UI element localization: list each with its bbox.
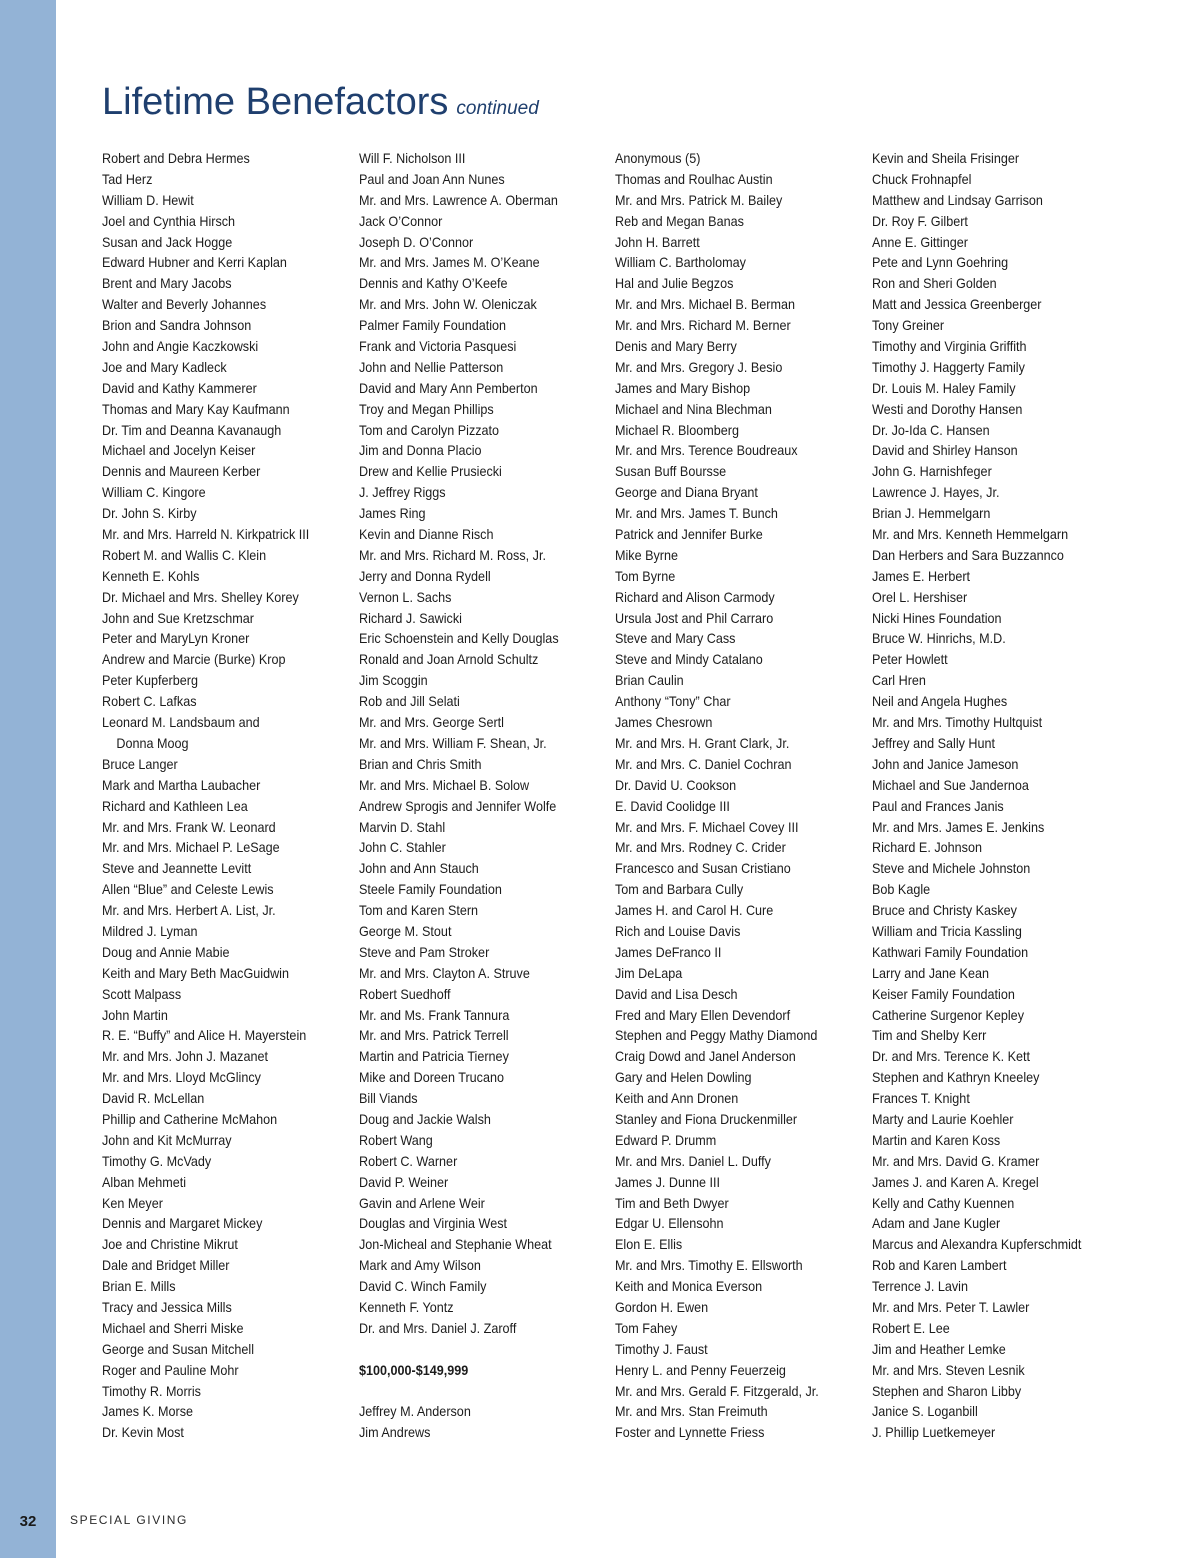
- donor-name: George and Susan Mitchell: [102, 1340, 254, 1357]
- donor-name: Donna Moog: [116, 734, 189, 751]
- donor-name: James K. Morse: [102, 1403, 194, 1420]
- donor-name: Mr. and Mrs. Gerald F. Fitzgerald, Jr.: [615, 1382, 819, 1399]
- title-continued: continued: [456, 98, 539, 119]
- donor-name: Robert Suedhoff: [359, 985, 451, 1002]
- donor-name: Michael R. Bloomberg: [615, 421, 739, 438]
- donor-name: Mr. and Mrs. Michael P. LeSage: [102, 839, 280, 856]
- donor-name: Mr. and Mrs. Kenneth Hemmelgarn: [872, 526, 1069, 543]
- donor-name: David and Shirley Hanson: [872, 442, 1018, 459]
- donor-name: John Martin: [102, 1006, 168, 1023]
- donor-name: Tom Byrne: [615, 567, 676, 584]
- donor-name: Stanley and Fiona Druckenmiller: [615, 1110, 798, 1127]
- donor-name: Timothy R. Morris: [102, 1382, 201, 1399]
- donor-name: Marvin D. Stahl: [359, 818, 446, 835]
- donor-name: Adam and Jane Kugler: [872, 1215, 1001, 1232]
- side-color-bar: [0, 0, 56, 1558]
- donor-name: Dr. Louis M. Haley Family: [872, 379, 1016, 396]
- donor-name: Stephen and Peggy Mathy Diamond: [615, 1027, 818, 1044]
- donor-name: Brian and Chris Smith: [359, 755, 482, 772]
- donor-name: Brent and Mary Jacobs: [102, 275, 232, 292]
- donor-name: Will F. Nicholson III: [359, 150, 466, 166]
- donor-name: Carl Hren: [872, 672, 926, 689]
- donor-name: Mr. and Mrs. Terence Boudreaux: [615, 442, 798, 459]
- donor-name: Foster and Lynnette Friess: [615, 1424, 765, 1441]
- donor-name: Brian Caulin: [615, 672, 684, 689]
- donor-name: Brian J. Hemmelgarn: [872, 505, 991, 522]
- donor-name: Mr. and Mrs. Frank W. Leonard: [102, 818, 276, 835]
- donor-name: Marcus and Alexandra Kupferschmidt: [872, 1236, 1082, 1253]
- donor-name: Mr. and Mrs. James E. Jenkins: [872, 818, 1045, 835]
- donor-name: R. E. “Buffy” and Alice H. Mayerstein: [102, 1027, 307, 1044]
- donor-name: Neil and Angela Hughes: [872, 693, 1008, 710]
- donor-name: Mildred J. Lyman: [102, 922, 198, 939]
- donor-name: Mr. and Mrs. F. Michael Covey III: [615, 818, 799, 835]
- donor-name: Rob and Karen Lambert: [872, 1257, 1007, 1274]
- donor-name: George M. Stout: [359, 922, 452, 939]
- donor-name: David and Mary Ann Pemberton: [359, 379, 538, 396]
- donor-column-1: [102, 148, 327, 1443]
- donor-name: Mike Byrne: [615, 546, 679, 563]
- donor-name: Fred and Mary Ellen Devendorf: [615, 1006, 791, 1023]
- donor-name: Francesco and Susan Cristiano: [615, 860, 791, 877]
- donor-name: William C. Bartholomay: [615, 254, 746, 271]
- donor-name: Mr. and Mrs. Peter T. Lawler: [872, 1298, 1030, 1315]
- donor-name: Ronald and Joan Arnold Schultz: [359, 651, 539, 668]
- donor-name: Dr. Michael and Mrs. Shelley Korey: [102, 588, 299, 605]
- donor-name: Lawrence J. Hayes, Jr.: [872, 484, 1000, 501]
- donor-name: James E. Herbert: [872, 567, 971, 584]
- donor-name: Kenneth F. Yontz: [359, 1298, 454, 1315]
- donor-name: David P. Weiner: [359, 1173, 449, 1190]
- donor-name: Brion and Sandra Johnson: [102, 317, 252, 334]
- donor-name: John and Sue Kretzschmar: [102, 609, 254, 626]
- donor-name: Anonymous (5): [615, 150, 701, 166]
- donor-name: Robert E. Lee: [872, 1319, 950, 1336]
- donor-name: Allen “Blue” and Celeste Lewis: [102, 881, 274, 898]
- donor-name: Edgar U. Ellensohn: [615, 1215, 724, 1232]
- donor-name: Mr. and Mrs. Patrick Terrell: [359, 1027, 509, 1044]
- donor-name: Jim and Donna Placio: [359, 442, 482, 459]
- donor-name: Kevin and Sheila Frisinger: [872, 150, 1020, 166]
- donor-name: John C. Stahler: [359, 839, 446, 856]
- donor-name: Gary and Helen Dowling: [615, 1069, 752, 1086]
- donor-name: Mr. and Mrs. Clayton A. Struve: [359, 964, 530, 981]
- donor-name: David C. Winch Family: [359, 1278, 487, 1295]
- donor-name: Mr. and Mrs. Timothy Hultquist: [872, 714, 1043, 731]
- donor-name: Jim DeLapa: [615, 964, 683, 981]
- donor-name: Vernon L. Sachs: [359, 588, 452, 605]
- donor-name: Mr. and Mrs. Gregory J. Besio: [615, 358, 783, 375]
- donor-name: Tim and Beth Dwyer: [615, 1194, 729, 1211]
- donor-name: Peter Kupferberg: [102, 672, 198, 689]
- donor-name: Robert Wang: [359, 1131, 433, 1148]
- donor-name: Robert C. Warner: [359, 1152, 458, 1169]
- donor-name: Mr. and Mrs. Patrick M. Bailey: [615, 191, 783, 208]
- donor-name: Rob and Jill Selati: [359, 693, 460, 710]
- donor-name: Mr. and Mrs. Richard M. Berner: [615, 317, 791, 334]
- donor-name: William C. Kingore: [102, 484, 206, 501]
- donor-name: Richard J. Sawicki: [359, 609, 462, 626]
- donor-column-2: [359, 148, 584, 1443]
- gift-level-heading: $100,000-$149,999: [359, 1361, 469, 1378]
- donor-name: James J. and Karen A. Kregel: [872, 1173, 1039, 1190]
- donor-name: Anthony “Tony” Char: [615, 693, 731, 710]
- donor-name: Dr. Jo-Ida C. Hansen: [872, 421, 990, 438]
- donor-name: Andrew Sprogis and Jennifer Wolfe: [359, 797, 557, 814]
- donor-name: Henry L. and Penny Feuerzeig: [615, 1361, 786, 1378]
- donor-name: Mr. and Mrs. William F. Shean, Jr.: [359, 734, 547, 751]
- donor-name: Thomas and Mary Kay Kaufmann: [102, 400, 290, 417]
- donor-name: Timothy J. Haggerty Family: [872, 358, 1025, 375]
- donor-name: Nicki Hines Foundation: [872, 609, 1002, 626]
- donor-name: Westi and Dorothy Hansen: [872, 400, 1023, 417]
- donor-name: David R. McLellan: [102, 1090, 205, 1107]
- donor-name: Bill Viands: [359, 1090, 418, 1107]
- donor-name: James Chesrown: [615, 714, 713, 731]
- donor-name: Mike and Doreen Trucano: [359, 1069, 504, 1086]
- donor-name: James DeFranco II: [615, 943, 722, 960]
- donor-name: Matt and Jessica Greenberger: [872, 296, 1042, 313]
- donor-name: Keiser Family Foundation: [872, 985, 1015, 1002]
- donor-name: James and Mary Bishop: [615, 379, 751, 396]
- donor-name: Phillip and Catherine McMahon: [102, 1110, 278, 1127]
- donor-name: Troy and Megan Phillips: [359, 400, 494, 417]
- donor-name: Mr. and Mrs. Lloyd McGlincy: [102, 1069, 261, 1086]
- donor-name: Dr. John S. Kirby: [102, 505, 197, 522]
- title-text: Lifetime Benefactors: [102, 81, 449, 123]
- donor-name: David and Lisa Desch: [615, 985, 738, 1002]
- donor-name: Dr. David U. Cookson: [615, 776, 737, 793]
- donor-name: J. Jeffrey Riggs: [359, 484, 446, 501]
- donor-name: Mr. and Mrs. Daniel L. Duffy: [615, 1152, 771, 1169]
- donor-name: Thomas and Roulhac Austin: [615, 170, 773, 187]
- donor-name: Jeffrey and Sally Hunt: [872, 734, 996, 751]
- donor-name: Mr. and Mrs. Lawrence A. Oberman: [359, 191, 558, 208]
- donor-name: Walter and Beverly Johannes: [102, 296, 267, 313]
- donor-name: David and Kathy Kammerer: [102, 379, 257, 396]
- page-number: 32: [19, 1513, 37, 1530]
- spacer: [359, 1381, 584, 1402]
- donor-name: J. Phillip Luetkemeyer: [872, 1424, 996, 1441]
- donor-name: Michael and Sherri Miske: [102, 1319, 244, 1336]
- donor-name: Doug and Jackie Walsh: [359, 1110, 491, 1127]
- donor-name: Martin and Karen Koss: [872, 1131, 1001, 1148]
- donor-name: Michael and Jocelyn Keiser: [102, 442, 256, 459]
- donor-name: Tracy and Jessica Mills: [102, 1298, 232, 1315]
- donor-name: Mr. and Mrs. Rodney C. Crider: [615, 839, 786, 856]
- donor-name: Douglas and Virginia West: [359, 1215, 508, 1232]
- donor-name: Mr. and Mrs. H. Grant Clark, Jr.: [615, 734, 790, 751]
- donor-name: Chuck Frohnapfel: [872, 170, 972, 187]
- donor-name: Jim Andrews: [359, 1424, 431, 1441]
- donor-name: E. David Coolidge III: [615, 797, 730, 814]
- donor-name: Bob Kagle: [872, 881, 931, 898]
- donor-name: Mr. and Mrs. C. Daniel Cochran: [615, 755, 792, 772]
- donor-name: Tom Fahey: [615, 1319, 678, 1336]
- donor-name: Mr. and Mrs. Steven Lesnik: [872, 1361, 1025, 1378]
- donor-name: Tony Greiner: [872, 317, 945, 334]
- donor-name: Peter Howlett: [872, 651, 948, 668]
- donor-name: James H. and Carol H. Cure: [615, 902, 774, 919]
- donor-name: Janice S. Loganbill: [872, 1403, 978, 1420]
- donor-column-4: [872, 148, 1097, 1443]
- donor-name: Mr. and Mrs. David G. Kramer: [872, 1152, 1040, 1169]
- donor-name: Mr. and Mrs. Timothy E. Ellsworth: [615, 1257, 803, 1274]
- donor-name: Brian E. Mills: [102, 1278, 176, 1295]
- donor-name: Mr. and Mrs. Richard M. Ross, Jr.: [359, 546, 546, 563]
- donor-name: Joseph D. O’Connor: [359, 233, 474, 250]
- donor-name: Steve and Michele Johnston: [872, 860, 1031, 877]
- donor-column-3: [615, 148, 840, 1443]
- donor-name: Steve and Pam Stroker: [359, 943, 490, 960]
- donor-name: Craig Dowd and Janel Anderson: [615, 1048, 796, 1065]
- donor-name: Timothy G. McVady: [102, 1152, 212, 1169]
- donor-name: Kathwari Family Foundation: [872, 943, 1029, 960]
- donor-name: Terrence J. Lavin: [872, 1278, 968, 1295]
- donor-name: Dr. Kevin Most: [102, 1424, 184, 1441]
- donor-name: Gavin and Arlene Weir: [359, 1194, 485, 1211]
- donor-name: Ron and Sheri Golden: [872, 275, 997, 292]
- donor-name: Ursula Jost and Phil Carraro: [615, 609, 774, 626]
- donor-name: Jeffrey M. Anderson: [359, 1403, 471, 1420]
- donor-name: Joe and Mary Kadleck: [102, 358, 227, 375]
- donor-name: Dr. Roy F. Gilbert: [872, 212, 968, 229]
- donor-name: Catherine Surgenor Kepley: [872, 1006, 1025, 1023]
- donor-name: Stephen and Kathryn Kneeley: [872, 1069, 1040, 1086]
- donor-name: Susan Buff Boursse: [615, 463, 727, 480]
- donor-name: Dennis and Margaret Mickey: [102, 1215, 263, 1232]
- donor-name: Matthew and Lindsay Garrison: [872, 191, 1043, 208]
- donor-name: Paul and Joan Ann Nunes: [359, 170, 505, 187]
- donor-name: Jim and Heather Lemke: [872, 1340, 1006, 1357]
- donor-name: Mr. and Mrs. George Sertl: [359, 714, 504, 731]
- donor-name: Susan and Jack Hogge: [102, 233, 233, 250]
- donor-name: Tad Herz: [102, 170, 153, 187]
- donor-name: Mr. and Mrs. Stan Freimuth: [615, 1403, 768, 1420]
- donor-name: Steve and Mindy Catalano: [615, 651, 763, 668]
- donor-name: Mr. and Mrs. Michael B. Solow: [359, 776, 530, 793]
- donor-name: Michael and Nina Blechman: [615, 400, 772, 417]
- donor-name: Mr. and Mrs. John W. Oleniczak: [359, 296, 537, 313]
- donor-name: John G. Harnishfeger: [872, 463, 992, 480]
- donor-name: John and Nellie Patterson: [359, 358, 504, 375]
- donor-name: Eric Schoenstein and Kelly Douglas: [359, 630, 559, 647]
- donor-name: Edward Hubner and Kerri Kaplan: [102, 254, 287, 271]
- donor-name: Stephen and Sharon Libby: [872, 1382, 1022, 1399]
- page-title: [102, 80, 539, 131]
- donor-name: Dale and Bridget Miller: [102, 1257, 230, 1274]
- donor-name: Roger and Pauline Mohr: [102, 1361, 239, 1378]
- donor-name: Kenneth E. Kohls: [102, 567, 200, 584]
- donor-name: Timothy and Virginia Griffith: [872, 338, 1027, 355]
- donor-name: Robert M. and Wallis C. Klein: [102, 546, 267, 563]
- donor-name: John and Kit McMurray: [102, 1131, 232, 1148]
- donor-name: Robert C. Lafkas: [102, 693, 197, 710]
- donor-name: Scott Malpass: [102, 985, 182, 1002]
- donor-name: Mr. and Mrs. Herbert A. List, Jr.: [102, 902, 276, 919]
- donor-name: John and Ann Stauch: [359, 860, 479, 877]
- donor-name: Gordon H. Ewen: [615, 1298, 709, 1315]
- donor-name: Mr. and Ms. Frank Tannura: [359, 1006, 510, 1023]
- donor-name: Mr. and Mrs. John J. Mazanet: [102, 1048, 268, 1065]
- donor-name: Frank and Victoria Pasquesi: [359, 338, 517, 355]
- donor-name: Richard and Alison Carmody: [615, 588, 775, 605]
- donor-name: Robert and Debra Hermes: [102, 150, 250, 166]
- donor-name: Keith and Mary Beth MacGuidwin: [102, 964, 289, 981]
- donor-name: Dan Herbers and Sara Buzzannco: [872, 546, 1064, 563]
- donor-name: Larry and Jane Kean: [872, 964, 989, 981]
- donor-name: Dr. Tim and Deanna Kavanaugh: [102, 421, 282, 438]
- donor-name: Kelly and Cathy Kuennen: [872, 1194, 1015, 1211]
- donor-name: Timothy J. Faust: [615, 1340, 708, 1357]
- donor-name: John and Angie Kaczkowski: [102, 338, 259, 355]
- donor-name: Mr. and Mrs. Harreld N. Kirkpatrick III: [102, 526, 310, 543]
- donor-name: Orel L. Hershiser: [872, 588, 968, 605]
- donor-name: Mr. and Mrs. James M. O’Keane: [359, 254, 540, 271]
- donor-name: Dr. and Mrs. Terence K. Kett: [872, 1048, 1031, 1065]
- donor-name: James Ring: [359, 505, 426, 522]
- donor-name: Tim and Shelby Kerr: [872, 1027, 987, 1044]
- donor-name: Ken Meyer: [102, 1194, 163, 1211]
- donor-name: Steele Family Foundation: [359, 881, 502, 898]
- donor-name: Doug and Annie Mabie: [102, 943, 230, 960]
- donor-name: Bruce W. Hinrichs, M.D.: [872, 630, 1006, 647]
- donor-name: Peter and MaryLyn Kroner: [102, 630, 250, 647]
- footer-section-label: SPECIAL GIVING: [70, 1513, 188, 1527]
- donor-name: Richard E. Johnson: [872, 839, 982, 856]
- donor-name: Jon-Micheal and Stephanie Wheat: [359, 1236, 552, 1253]
- donor-name: George and Diana Bryant: [615, 484, 758, 501]
- donor-name: Reb and Megan Banas: [615, 212, 744, 229]
- donor-name: Michael and Sue Jandernoa: [872, 776, 1029, 793]
- donor-name: Mr. and Mrs. James T. Bunch: [615, 505, 778, 522]
- donor-name: Tom and Karen Stern: [359, 902, 479, 919]
- donor-name: Jack O’Connor: [359, 212, 443, 229]
- donor-name: Richard and Kathleen Lea: [102, 797, 248, 814]
- donor-name: Mark and Amy Wilson: [359, 1257, 481, 1274]
- donor-name: Tom and Carolyn Pizzato: [359, 421, 500, 438]
- donor-name: Edward P. Drumm: [615, 1131, 717, 1148]
- donor-name: William and Tricia Kassling: [872, 922, 1022, 939]
- donor-name: Rich and Louise Davis: [615, 922, 741, 939]
- donor-name: Jim Scoggin: [359, 672, 428, 689]
- donor-name: Elon E. Ellis: [615, 1236, 683, 1253]
- donor-name: Dennis and Maureen Kerber: [102, 463, 261, 480]
- donor-name: Frances T. Knight: [872, 1090, 970, 1107]
- donor-name: Dennis and Kathy O’Keefe: [359, 275, 508, 292]
- donor-name: Mr. and Mrs. Michael B. Berman: [615, 296, 795, 313]
- donor-name: Joe and Christine Mikrut: [102, 1236, 238, 1253]
- donor-name: Joel and Cynthia Hirsch: [102, 212, 236, 229]
- donor-name: Dr. and Mrs. Daniel J. Zaroff: [359, 1319, 517, 1336]
- donor-name: Bruce Langer: [102, 755, 178, 772]
- donor-name: Denis and Mary Berry: [615, 338, 737, 355]
- donor-name: James J. Dunne III: [615, 1173, 721, 1190]
- donor-name: Andrew and Marcie (Burke) Krop: [102, 651, 286, 668]
- donor-name: John H. Barrett: [615, 233, 700, 250]
- donor-name: Mark and Martha Laubacher: [102, 776, 261, 793]
- donor-name: Palmer Family Foundation: [359, 317, 507, 334]
- donor-name: Drew and Kellie Prusiecki: [359, 463, 502, 480]
- donor-name: Jerry and Donna Rydell: [359, 567, 491, 584]
- donor-name: John and Janice Jameson: [872, 755, 1019, 772]
- donor-name: Tom and Barbara Cully: [615, 881, 744, 898]
- donor-name: Steve and Mary Cass: [615, 630, 736, 647]
- donor-name: Bruce and Christy Kaskey: [872, 902, 1017, 919]
- donor-name: Hal and Julie Begzos: [615, 275, 734, 292]
- donor-name: Paul and Frances Janis: [872, 797, 1004, 814]
- donor-name: Pete and Lynn Goehring: [872, 254, 1009, 271]
- donor-name: Keith and Monica Everson: [615, 1278, 763, 1295]
- donor-name: Martin and Patricia Tierney: [359, 1048, 509, 1065]
- donor-name: Steve and Jeannette Levitt: [102, 860, 252, 877]
- donor-name: Keith and Ann Dronen: [615, 1090, 739, 1107]
- donor-name: Leonard M. Landsbaum and: [102, 714, 260, 731]
- spacer: [359, 1339, 584, 1360]
- donor-name: Kevin and Dianne Risch: [359, 526, 494, 543]
- donor-name: William D. Hewit: [102, 191, 194, 208]
- donor-name: Anne E. Gittinger: [872, 233, 968, 250]
- donor-name: Marty and Laurie Koehler: [872, 1110, 1014, 1127]
- donor-name: Alban Mehmeti: [102, 1173, 187, 1190]
- donor-name: Patrick and Jennifer Burke: [615, 526, 763, 543]
